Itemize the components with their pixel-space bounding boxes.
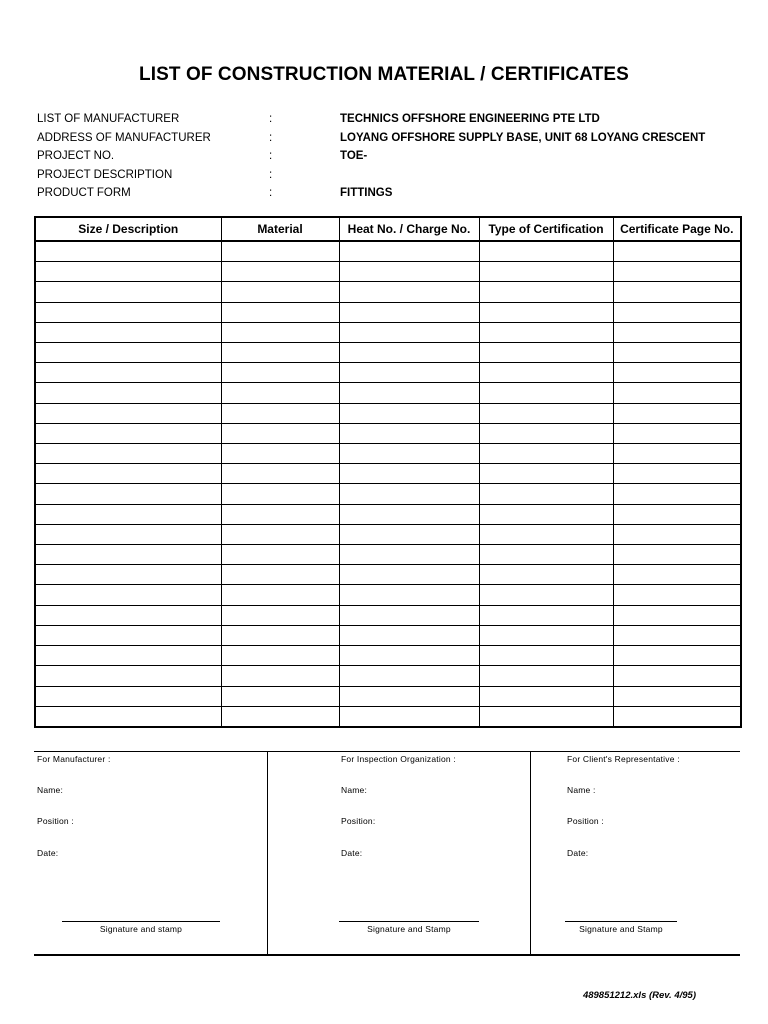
table-row [35,282,741,302]
table-row [35,625,741,645]
table-cell[interactable] [221,302,339,322]
manufacturer-heading: For Manufacturer : [37,754,111,764]
table-cell[interactable] [339,241,479,262]
table-cell[interactable] [221,241,339,262]
table-cell[interactable] [35,585,221,605]
table-cell[interactable] [613,504,741,524]
table-cell[interactable] [221,585,339,605]
table-row [35,322,741,342]
column-header-size-description: Size / Description [35,217,221,241]
table-cell[interactable] [479,262,613,282]
table-cell[interactable] [613,282,741,302]
table-cell[interactable] [613,241,741,262]
table-cell[interactable] [221,545,339,565]
table-row [35,464,741,484]
table-cell[interactable] [479,423,613,443]
table-cell[interactable] [479,302,613,322]
table-cell[interactable] [479,706,613,727]
table-header-row [35,217,741,241]
table-cell[interactable] [35,444,221,464]
table-row [35,646,741,666]
table-cell[interactable] [339,686,479,706]
table-cell[interactable] [221,565,339,585]
table-row [35,302,741,322]
table-row [35,686,741,706]
client-heading: For Client's Representative : [567,754,680,764]
table-cell[interactable] [479,322,613,342]
table-cell[interactable] [221,262,339,282]
table-cell[interactable] [35,646,221,666]
table-cell[interactable] [339,605,479,625]
table-cell[interactable] [613,444,741,464]
table-cell[interactable] [339,545,479,565]
table-cell[interactable] [479,282,613,302]
column-header-certificate-page-no: Certificate Page No. [613,217,741,241]
client-name-field[interactable]: Name : [567,785,596,795]
table-cell[interactable] [613,605,741,625]
table-cell[interactable] [35,484,221,504]
table-cell[interactable] [479,625,613,645]
table-cell[interactable] [479,646,613,666]
table-cell[interactable] [613,464,741,484]
table-cell[interactable] [221,322,339,342]
table-cell[interactable] [221,504,339,524]
table-cell[interactable] [479,605,613,625]
table-row [35,383,741,403]
table-cell[interactable] [221,666,339,686]
table-cell[interactable] [35,241,221,262]
table-cell[interactable] [613,706,741,727]
table-cell[interactable] [35,605,221,625]
table-row [35,524,741,544]
manufacturer-name-field[interactable]: Name: [37,785,64,795]
inspection-signature-block [267,752,531,954]
table-cell[interactable] [35,464,221,484]
table-row [35,666,741,686]
info-row-manufacturer [37,110,757,129]
table-cell[interactable] [221,464,339,484]
table-cell[interactable] [613,565,741,585]
file-reference: 489851212.xls (Rev. 4/95) [582,990,696,1001]
table-cell[interactable] [613,585,741,605]
table-cell[interactable] [35,383,221,403]
table-cell[interactable] [35,706,221,727]
manufacturer-signature-block [34,752,267,954]
inspection-position-field[interactable]: Position: [341,816,376,826]
table-row [35,444,741,464]
table-cell[interactable] [221,282,339,302]
table-cell[interactable] [35,504,221,524]
table-cell[interactable] [35,666,221,686]
table-cell[interactable] [339,524,479,544]
table-cell[interactable] [221,363,339,383]
table-cell[interactable] [479,666,613,686]
table-cell[interactable] [613,302,741,322]
info-label: PRODUCT FORM [37,187,131,199]
table-cell[interactable] [35,565,221,585]
table-row [35,585,741,605]
info-colon: : [269,113,273,125]
table-cell[interactable] [221,444,339,464]
column-header-certification-type: Type of Certification [479,217,613,241]
inspection-signature-line[interactable] [339,921,479,922]
info-row-project-description [37,166,757,185]
table-row [35,423,741,443]
client-signature-caption: Signature and Stamp [579,924,663,934]
table-cell[interactable] [339,444,479,464]
table-cell[interactable] [613,322,741,342]
table-cell[interactable] [339,706,479,727]
signature-section [34,751,740,956]
inspection-signature-caption: Signature and Stamp [367,924,451,934]
table-cell[interactable] [479,686,613,706]
info-row-address [37,129,757,148]
table-cell[interactable] [35,545,221,565]
info-value: FITTINGS [340,187,393,199]
table-cell[interactable] [479,363,613,383]
info-label: PROJECT DESCRIPTION [37,168,173,181]
table-cell[interactable] [35,625,221,645]
table-body [35,241,741,727]
table-cell[interactable] [339,403,479,423]
info-colon: : [269,168,273,181]
inspection-heading: For Inspection Organization : [341,754,456,764]
table-cell[interactable] [339,565,479,585]
table-cell[interactable] [613,646,741,666]
table-cell[interactable] [613,343,741,363]
table-cell[interactable] [613,383,741,403]
table-cell[interactable] [479,504,613,524]
table-cell[interactable] [339,464,479,484]
table-cell[interactable] [479,565,613,585]
table-cell[interactable] [339,484,479,504]
table-row [35,343,741,363]
column-header-heat-no: Heat No. / Charge No. [339,217,479,241]
table-cell[interactable] [339,343,479,363]
client-signature-line[interactable] [565,921,677,922]
table-row [35,706,741,727]
table-cell[interactable] [613,423,741,443]
table-cell[interactable] [35,262,221,282]
table-cell[interactable] [479,484,613,504]
info-colon: : [269,150,273,162]
table-cell[interactable] [339,646,479,666]
table-cell[interactable] [221,423,339,443]
info-colon: : [269,131,273,144]
table-cell[interactable] [479,241,613,262]
info-row-product-form [37,184,757,203]
table-cell[interactable] [35,282,221,302]
material-table [34,216,742,728]
table-cell[interactable] [35,423,221,443]
table-cell[interactable] [613,484,741,504]
manufacturer-position-field[interactable]: Position : [37,816,74,826]
table-cell[interactable] [35,302,221,322]
table-cell[interactable] [613,666,741,686]
table-cell[interactable] [35,343,221,363]
table-row [35,565,741,585]
table-cell[interactable] [339,383,479,403]
table-cell[interactable] [479,444,613,464]
table-cell[interactable] [613,262,741,282]
table-cell[interactable] [613,545,741,565]
table-cell[interactable] [221,343,339,363]
table-row [35,403,741,423]
inspection-date-field[interactable]: Date: [341,848,363,858]
table-cell[interactable] [339,302,479,322]
table-cell[interactable] [613,625,741,645]
table-cell[interactable] [613,686,741,706]
table-cell[interactable] [479,403,613,423]
table-cell[interactable] [35,686,221,706]
table-cell[interactable] [479,545,613,565]
table-cell[interactable] [339,363,479,383]
table-row [35,241,741,262]
table-cell[interactable] [613,363,741,383]
info-value: LOYANG OFFSHORE SUPPLY BASE, UNIT 68 LOYANG CRESCENT [340,131,706,144]
table-cell[interactable] [613,524,741,544]
project-info [37,110,757,203]
table-cell[interactable] [221,625,339,645]
info-label: LIST OF MANUFACTURER [37,113,180,125]
table-row [35,504,741,524]
table-cell[interactable] [221,524,339,544]
table-cell[interactable] [35,403,221,423]
table-cell[interactable] [35,363,221,383]
info-label: ADDRESS OF MANUFACTURER [37,131,211,144]
table-row [35,545,741,565]
client-position-field[interactable]: Position : [567,816,604,826]
table-cell[interactable] [479,383,613,403]
table-cell[interactable] [221,646,339,666]
table-cell[interactable] [221,484,339,504]
table-cell[interactable] [221,686,339,706]
table-cell[interactable] [339,322,479,342]
table-cell[interactable] [221,706,339,727]
table-cell[interactable] [339,423,479,443]
info-colon: : [269,187,273,199]
table-cell[interactable] [339,282,479,302]
info-label: PROJECT NO. [37,150,115,162]
table-cell[interactable] [339,262,479,282]
info-value: TECHNICS OFFSHORE ENGINEERING PTE LTD [340,113,600,125]
table-cell[interactable] [479,585,613,605]
manufacturer-date-field[interactable]: Date: [37,848,59,858]
table-row [35,262,741,282]
table-row [35,484,741,504]
table-cell[interactable] [339,585,479,605]
info-value: TOE- [340,150,368,162]
table-cell[interactable] [613,403,741,423]
table-cell[interactable] [479,524,613,544]
table-cell[interactable] [479,464,613,484]
table-cell[interactable] [339,504,479,524]
table-cell[interactable] [35,322,221,342]
form-title: LIST OF CONSTRUCTION MATERIAL / CERTIFICATES [139,64,629,85]
table-row [35,363,741,383]
table-cell[interactable] [221,403,339,423]
manufacturer-signature-line[interactable] [62,921,220,922]
manufacturer-signature-caption: Signature and stamp [99,924,183,934]
table-cell[interactable] [339,666,479,686]
table-row [35,605,741,625]
inspection-name-field[interactable]: Name: [341,785,368,795]
client-signature-block [530,752,741,954]
table-cell[interactable] [479,343,613,363]
table-cell[interactable] [35,524,221,544]
table-cell[interactable] [221,605,339,625]
table-cell[interactable] [339,625,479,645]
client-date-field[interactable]: Date: [567,848,589,858]
column-header-material: Material [221,217,339,241]
info-row-project-no [37,147,757,166]
table-cell[interactable] [221,383,339,403]
